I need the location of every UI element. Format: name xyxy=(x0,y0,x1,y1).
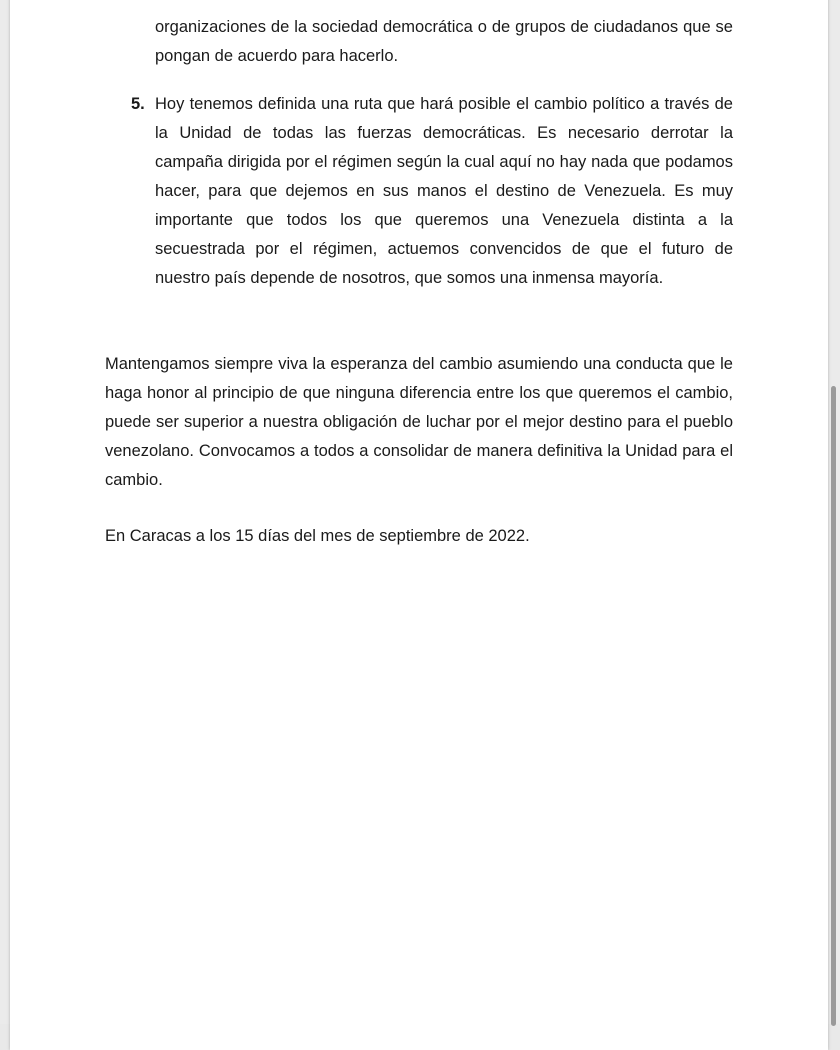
closing-paragraph: Mantengamos siempre viva la esperanza del cambio asumiendo una conducta que le haga honor al principio de que ninguna diferencia entre los que queremos el cambio, puede ser superior a nuestra obligación de luchar por el mejor destino para el pueblo venezolano. Convocamos a todos a consolidar de manera definitiva la Unidad para el cambio. xyxy=(105,355,733,489)
continuation-paragraph: organizaciones de la sociedad democrática o de grupos de ciudadanos que se pongan de acuerdo para hacerlo. xyxy=(155,18,733,65)
date-line: En Caracas a los 15 días del mes de septiembre de 2022. xyxy=(105,527,530,545)
list-item-text: Hoy tenemos definida una ruta que hará posible el cambio político a través de la Unidad de todas las fuerzas democráticas. Es necesario derrotar la campaña dirigida por el régimen según la cual aquí no hay nada que podamos hacer, para que dejemos en sus manos el destino de Venezuela. Es muy importante que todos los que queremos una Venezuela distinta a la secuestrada por el régimen, actuemos convencidos de que el futuro de nuestro país depende de nosotros, que somos una inmensa mayoría. xyxy=(155,95,733,287)
list-number: 5. xyxy=(131,95,145,113)
document-page xyxy=(10,0,828,1050)
scrollbar-thumb[interactable] xyxy=(831,386,836,1026)
